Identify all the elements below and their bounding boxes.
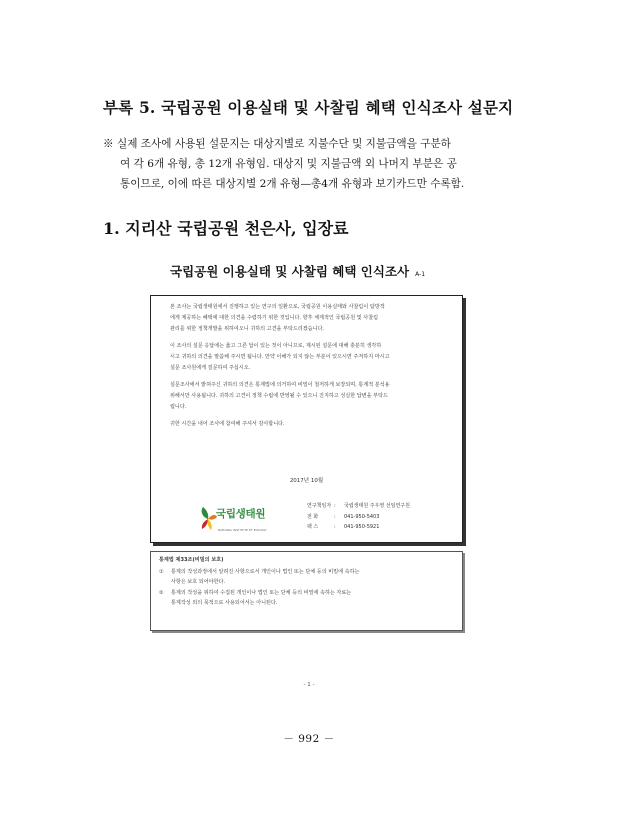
law-item bbox=[159, 588, 454, 609]
appendix-title: 부록 5. 국립공원 이용실태 및 사찰림 혜택 인식조사 설문지 bbox=[103, 98, 514, 117]
intro-paragraph bbox=[164, 341, 449, 374]
law-item bbox=[159, 567, 454, 588]
law-line: 통계의 작성과정에서 알려진 사항으로서 개인이나 법인 또는 단체 등의 비밀에 속하는 bbox=[171, 568, 360, 575]
intro-line: 설문 조사원에게 질문하여 주십시오. bbox=[170, 365, 251, 371]
contact-colon: : bbox=[334, 524, 336, 530]
inner-page-number: - 1 - bbox=[303, 682, 315, 688]
intro-line: 본 조사는 국립생태원에서 진행하고 있는 연구의 일환으로, 국립공원 이용실태와 사찰림이 탐방객 bbox=[170, 304, 385, 310]
survey-heading bbox=[170, 262, 470, 280]
law-line: 통계작성 외의 목적으로 사용되어서는 아니된다. bbox=[171, 600, 278, 606]
intro-paragraph bbox=[164, 302, 449, 335]
contact-label: 연구책임자 bbox=[307, 503, 332, 509]
survey-date: 2017년 10월 bbox=[289, 478, 324, 484]
note-line: 여 각 6개 유형, 총 12개 유형임. 대상지 및 지불금액 외 나머지 부분은 공 bbox=[120, 158, 457, 170]
contact-row bbox=[307, 512, 410, 523]
intro-line: 에게 제공하는 혜택에 대한 의견을 수렴하기 위한 것입니다. 향후 체계적인 국립공원 및 사찰림 bbox=[170, 315, 379, 321]
law-item-mark: ① bbox=[159, 568, 164, 575]
statistics-law-box bbox=[150, 551, 463, 631]
contact-value: 국립생태원 주우영 선임연구원 bbox=[344, 503, 410, 509]
survey-code: A-1 bbox=[415, 271, 426, 278]
contact-info bbox=[307, 501, 410, 533]
intro-line: 이 조사의 설문 응답에는 옳고 그른 답이 있는 것이 아니므로, 제시된 설문에 대해 충분히 생각하 bbox=[170, 343, 382, 349]
intro-line: 관리를 위한 정책개발을 위하여오니 귀하의 고견을 부탁드리겠습니다. bbox=[170, 326, 325, 332]
logo-subtext: NATIONAL INSTITUTE OF ECOLOGY bbox=[218, 529, 268, 532]
intro-line: 위해서만 사용됩니다. 귀하의 고견이 정책 수립에 반영될 수 있으니 진지하고 성실한 답변을 부탁드 bbox=[170, 393, 388, 399]
intro-line: 시고 귀하의 의견을 말씀해 주시면 됩니다. 만약 이해가 되지 않는 부분이 있으시면 주저하지 마시고 bbox=[170, 354, 390, 360]
law-item-mark: ② bbox=[159, 589, 164, 596]
intro-line: 귀한 시간을 내어 조사에 참여해 주셔서 감사합니다. bbox=[170, 421, 285, 427]
contact-colon: : bbox=[334, 513, 336, 520]
note-line: ※ 실제 조사에 사용된 설문지는 대상지별로 지불수단 및 지불금액을 구분하 bbox=[103, 138, 451, 150]
law-line: 사항은 보호 되어야한다. bbox=[171, 579, 226, 585]
contact-colon: : bbox=[334, 503, 336, 509]
contact-row bbox=[307, 501, 410, 512]
page-number: － 992 － bbox=[283, 733, 335, 745]
contact-label: 팩 스 bbox=[307, 524, 319, 530]
intro-paragraph bbox=[164, 419, 449, 430]
intro-line: 립니다. bbox=[170, 404, 187, 410]
logo-text: 국립생태원 bbox=[216, 508, 266, 520]
law-title: 통계법 제33조(비밀의 보호) bbox=[159, 557, 224, 563]
contact-row bbox=[307, 522, 410, 533]
section-title: 1. 지리산 국립공원 천은사, 입장료 bbox=[103, 219, 349, 238]
note bbox=[103, 134, 523, 194]
law-line: 통계의 작성을 위하여 수집된 개인이나 법인 또는 단체 등의 비밀에 속하는 자료는 bbox=[171, 589, 352, 596]
intro-line: 설문조사에서 밝혀주신 귀하의 의견은 통계법에 의거하여 비밀이 철저하게 보장되며, 통계적 분석용 bbox=[170, 382, 390, 388]
contact-value: 041-950-5921 bbox=[344, 524, 380, 530]
leaf-logo-icon bbox=[198, 505, 218, 533]
contact-label: 전 화 bbox=[307, 513, 319, 520]
intro-paragraph bbox=[164, 380, 449, 413]
survey-intro-box bbox=[150, 295, 463, 543]
survey-heading-text: 국립공원 이용실태 및 사찰림 혜택 인식조사 bbox=[170, 264, 410, 279]
note-line: 통이므로, 이에 따른 대상지별 2개 유형—총4개 유형과 보기카드만 수록함. bbox=[120, 178, 465, 190]
nie-logo bbox=[198, 505, 278, 533]
contact-value: 041-950-5403 bbox=[344, 513, 380, 520]
